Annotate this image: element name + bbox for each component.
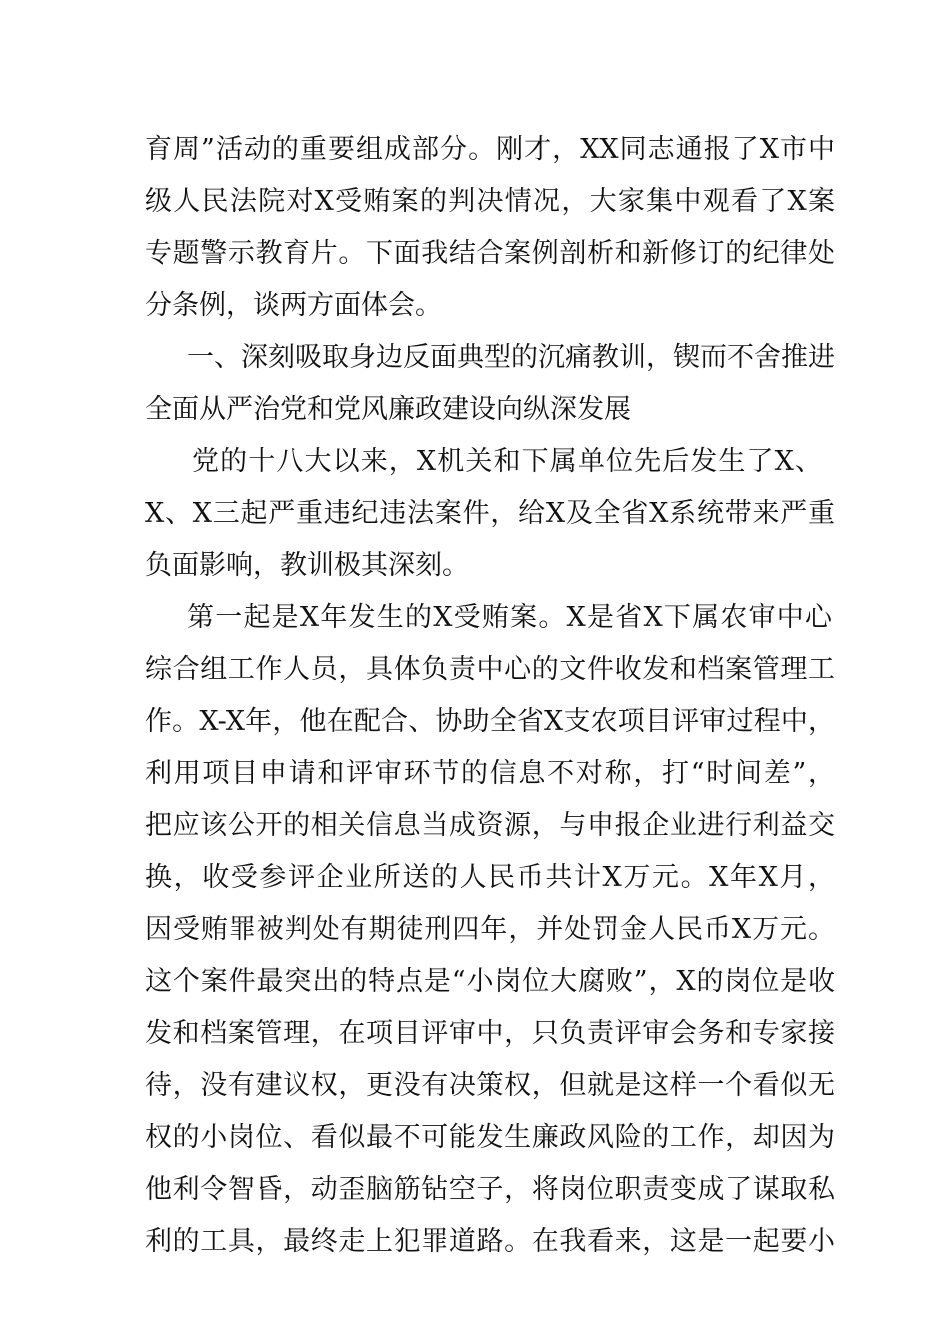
text-line-8: X、X三起严重违纪违法案件，给X及全省X系统带来严重	[145, 498, 835, 529]
text-line-2: 级人民法院对X受贿案的判决情况，大家集中观看了X案	[145, 186, 835, 217]
text-line-13: 利用项目申请和评审环节的信息不对称，打“时间差”，	[145, 758, 835, 789]
text-line-7: 党的十八大以来，X机关和下属单位先后发生了X、	[192, 446, 822, 477]
text-line-16: 因受贿罪被判处有期徒刑四年，并处罚金人民币X万元。	[145, 914, 835, 945]
text-line-9: 负面影响，教训极其深刻。	[145, 550, 469, 581]
section-heading-line-1: 一、深刻吸取身边反面典型的沉痛教训，锲而不舍推进	[187, 342, 835, 373]
text-line-18: 发和档案管理，在项目评审中，只负责评审会务和专家接	[145, 1018, 835, 1049]
text-line-10: 第一起是X年发生的X受贿案。X是省X下属农审中心	[187, 602, 832, 633]
text-line-22: 利的工具，最终走上犯罪道路。在我看来，这是一起要小	[145, 1226, 835, 1257]
section-heading-line-2: 全面从严治党和党风廉政建设向纵深发展	[145, 394, 631, 425]
text-line-11: 综合组工作人员，具体负责中心的文件收发和档案管理工	[145, 654, 835, 685]
text-line-20: 权的小岗位、看似最不可能发生廉政风险的工作，却因为	[145, 1122, 835, 1153]
text-line-14: 把应该公开的相关信息当成资源，与申报企业进行利益交	[145, 810, 835, 841]
text-line-21: 他利令智昏，动歪脑筋钻空子，将岗位职责变成了谋取私	[145, 1174, 835, 1205]
text-line-4: 分条例，谈两方面体会。	[145, 290, 442, 321]
text-line-3: 专题警示教育片。下面我结合案例剖析和新修订的纪律处	[145, 238, 835, 269]
text-line-1: 育周”活动的重要组成部分。刚才，XX同志通报了X市中	[145, 134, 835, 165]
text-line-17: 这个案件最突出的特点是“小岗位大腐败”，X的岗位是收	[145, 966, 835, 997]
text-line-19: 待，没有建议权，更没有决策权，但就是这样一个看似无	[145, 1070, 835, 1101]
text-line-12: 作。X-X年，他在配合、协助全省X支农项目评审过程中，	[145, 706, 835, 737]
text-line-15: 换，收受参评企业所送的人民币共计X万元。X年X月，	[145, 862, 835, 893]
